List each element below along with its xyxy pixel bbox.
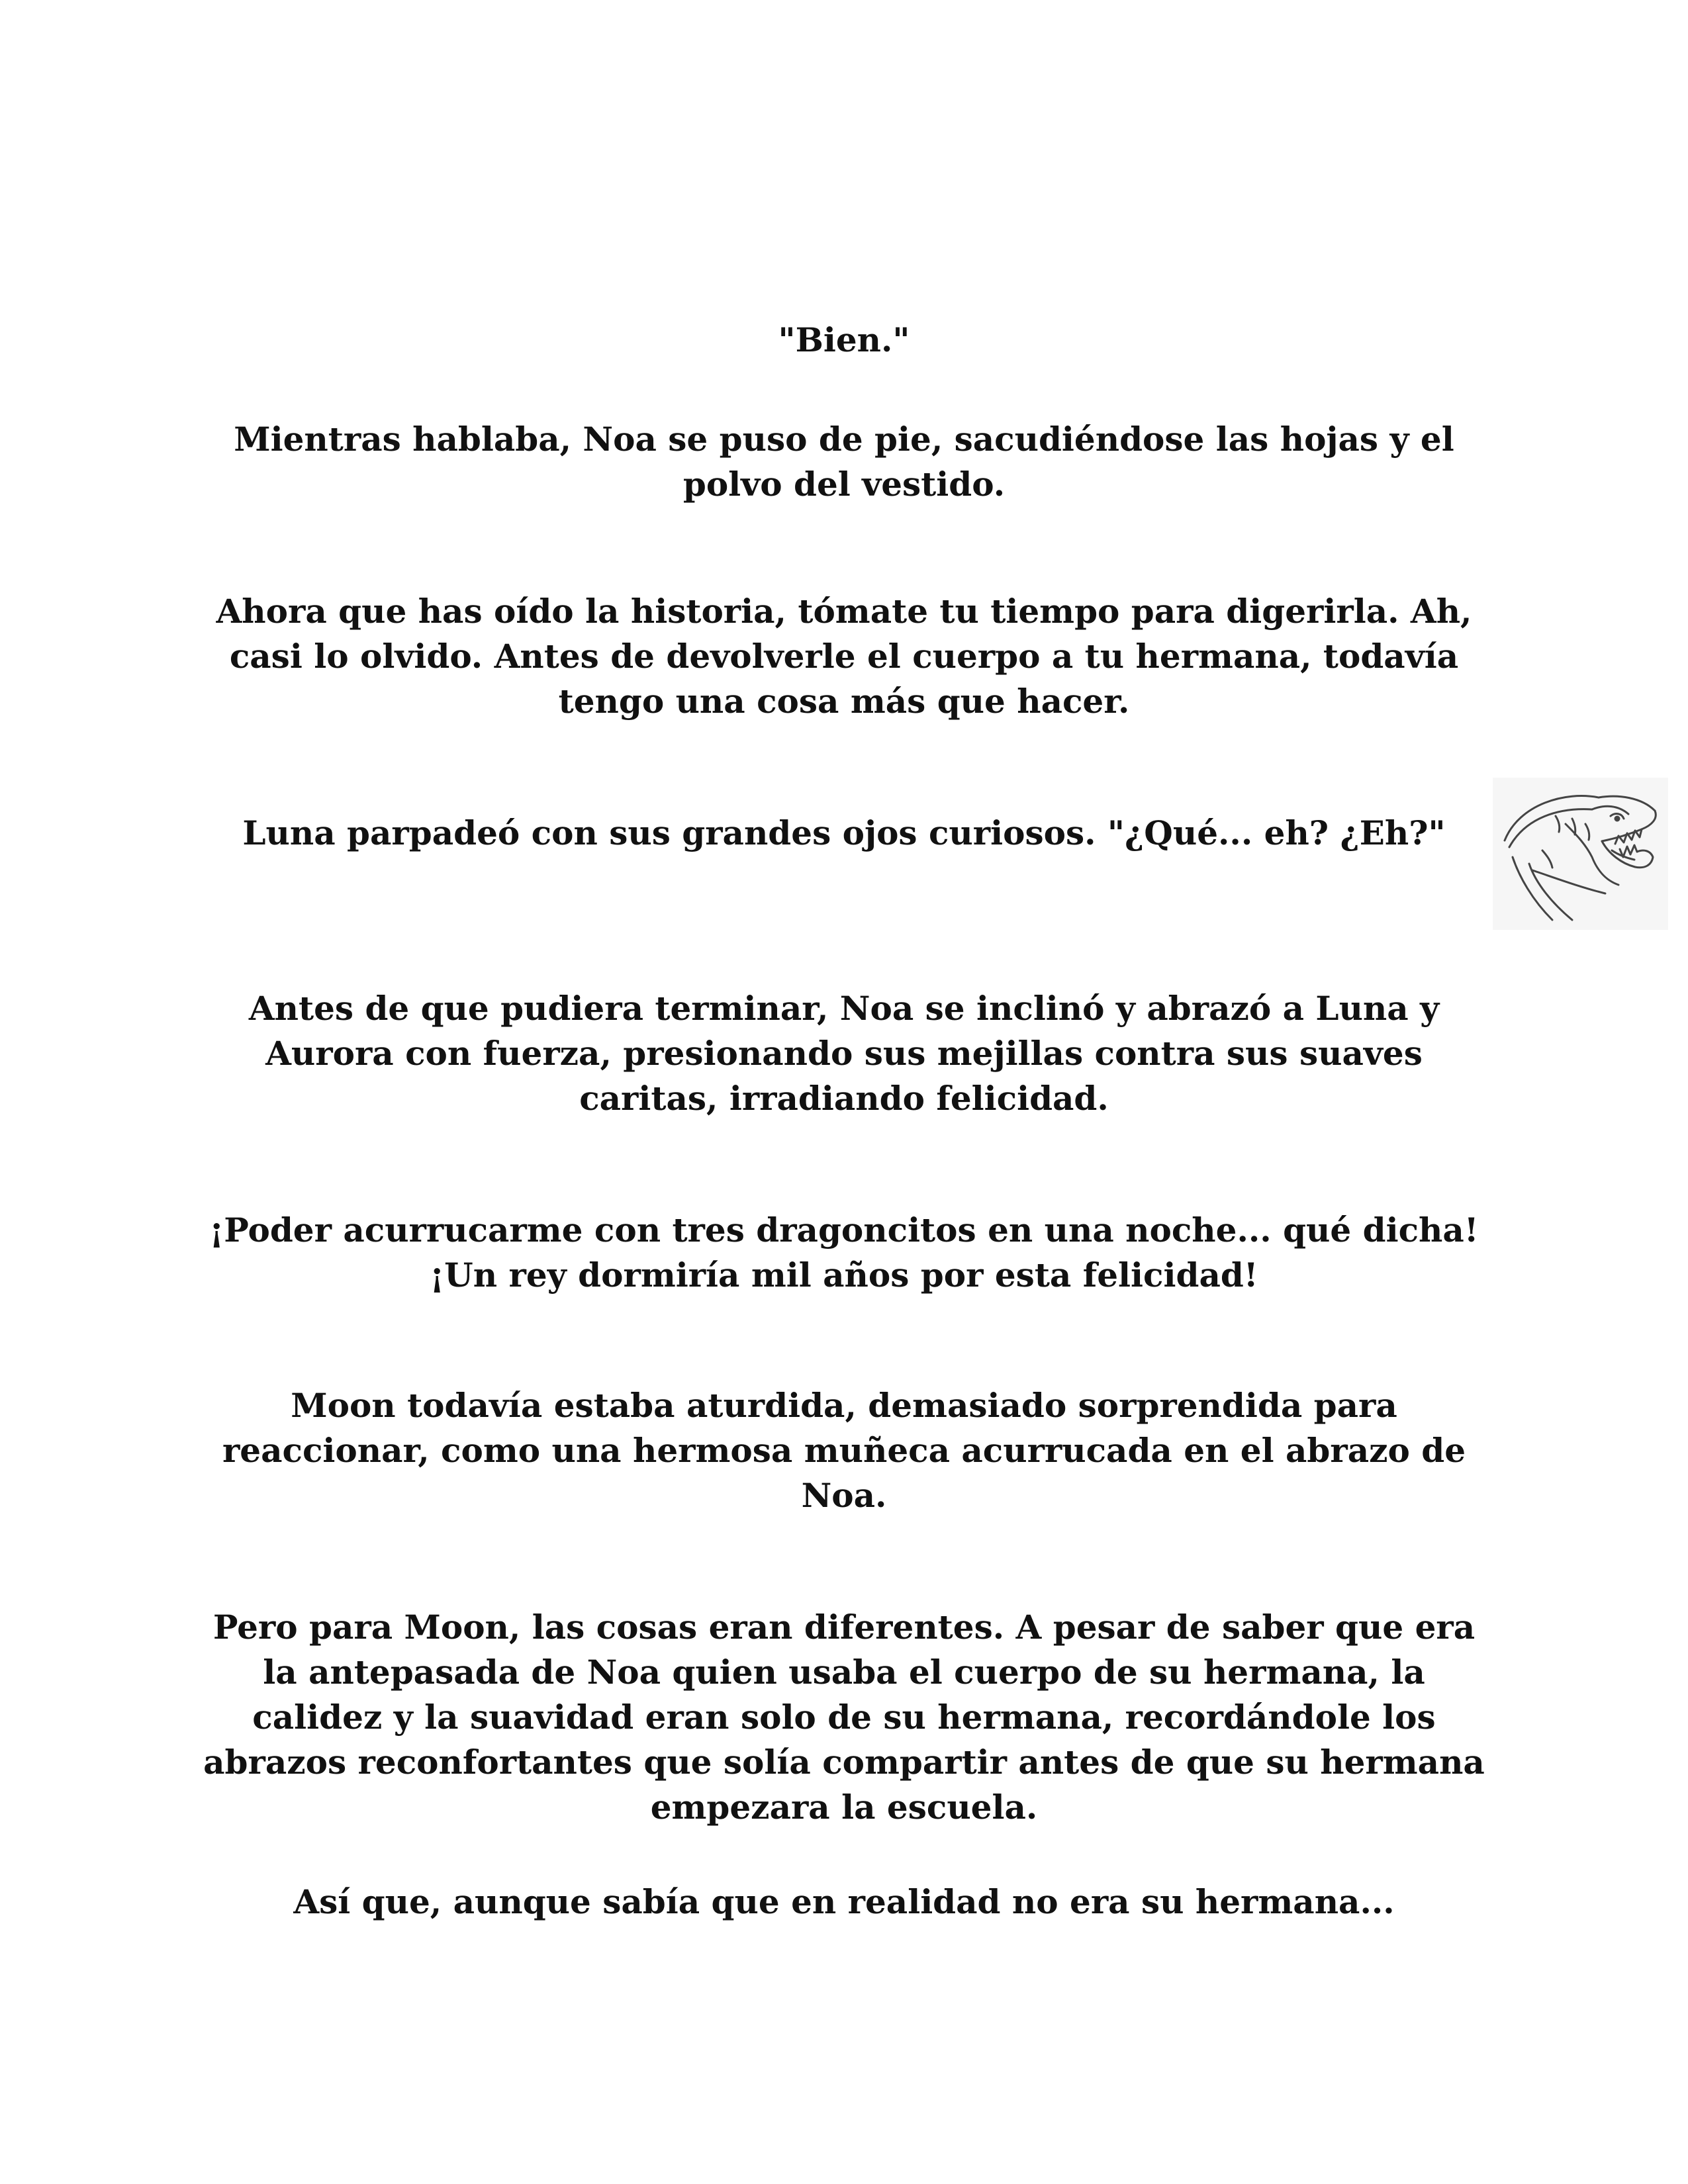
paragraph-7: Moon todavía estaba aturdida, demasiado sorprendida para reaccionar, como una hermosa muñeca acurrucada en el abrazo de Noa. bbox=[222, 1386, 1466, 1515]
dragon-head-icon bbox=[1493, 778, 1668, 930]
paragraph-2: Mientras hablaba, Noa se puso de pie, sacudiéndose las hojas y el polvo del vestido. bbox=[234, 420, 1454, 504]
paragraph-5: Antes de que pudiera terminar, Noa se inclinó y abrazó a Luna y Aurora con fuerza, presionando sus mejillas contra sus suaves caritas, irradiando felicidad. bbox=[248, 989, 1440, 1118]
paragraph-8: Pero para Moon, las cosas eran diferentes. A pesar de saber que era la antepasada de Noa quien usaba el cuerpo de su hermana, la calidez y la suavidad eran solo de su hermana, recordándole los abrazos reconfortantes que solía compartir antes de que su hermana empezara la escuela. bbox=[203, 1608, 1485, 1827]
paragraph-1: "Bien." bbox=[778, 320, 910, 359]
paragraph-4: Luna parpadeó con sus grandes ojos curiosos. "¿Qué... eh? ¿Eh?" bbox=[242, 813, 1446, 852]
paragraph-6: ¡Poder acurrucarme con tres dragoncitos en una noche... qué dicha! ¡Un rey dormiría mil años por esta felicidad! bbox=[209, 1210, 1479, 1295]
paragraph-3: Ahora que has oído la historia, tómate tu tiempo para digerirla. Ah, casi lo olvido. Antes de devolverle el cuerpo a tu hermana, todavía tengo una cosa más que hacer. bbox=[216, 592, 1472, 721]
paragraph-9: Así que, aunque sabía que en realidad no era su hermana... bbox=[293, 1882, 1395, 1921]
